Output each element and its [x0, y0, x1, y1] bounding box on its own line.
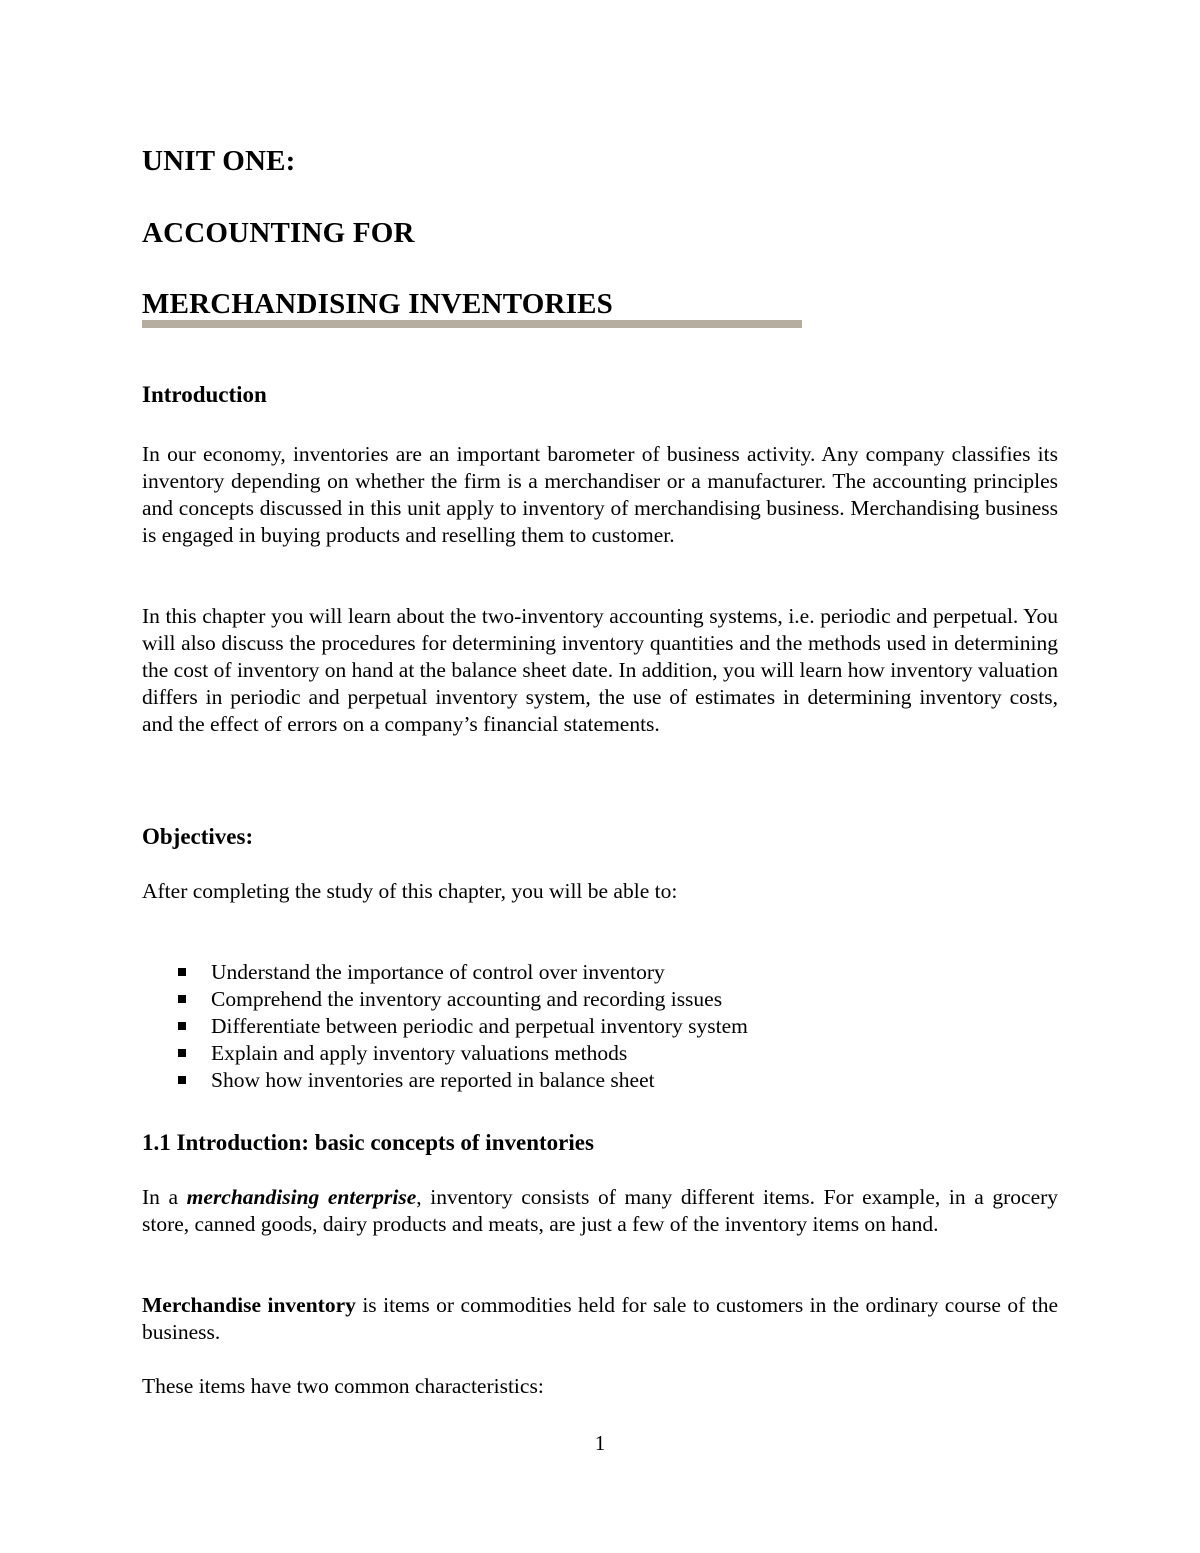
- section-1-1-heading: 1.1 Introduction: basic concepts of inventories: [142, 1130, 594, 1155]
- introduction-paragraph-1: In our economy, inventories are an important barometer of business activity. Any company classifies its inventory depending on whether the firm is a merchandiser or a manufacturer. The accounting principles and concepts discussed in this unit apply to inventory of merchandising business. Merchandising business is engaged in buying products and reselling them to customer.: [142, 442, 1058, 547]
- list-item: Explain and apply inventory valuations methods: [142, 1040, 1058, 1067]
- title-underline-rule: [142, 320, 802, 328]
- section-1-1-paragraph-1: In a merchandising enterprise, inventory consists of many different items. For example, in a grocery store, canned goods, dairy products and meats, are just a few of the inventory items on hand.: [142, 1185, 1059, 1236]
- square-bullet-icon: [178, 968, 186, 976]
- list-item: Show how inventories are reported in balance sheet: [142, 1067, 1058, 1094]
- list-item: Differentiate between periodic and perpetual inventory system: [142, 1013, 1058, 1040]
- section-1-1-paragraph-2: Merchandise inventory is items or commodities held for sale to customers in the ordinary course of the business.: [142, 1293, 1058, 1344]
- objectives-lead: After completing the study of this chapter, you will be able to:: [142, 879, 678, 903]
- introduction-heading: Introduction: [142, 382, 267, 407]
- introduction-paragraph-2: In this chapter you will learn about the two-inventory accounting systems, i.e. periodic and perpetual. You will also discuss the procedures for determining inventory quantities and the methods used in determining the cost of inventory on hand at the balance sheet date. In addition, you will learn how inventory valuation differs in periodic and perpetual inventory system, the use of estimates in determining inventory costs, and the effect of errors on a company’s financial statements.: [142, 604, 1058, 736]
- objectives-heading: Objectives:: [142, 824, 254, 849]
- unit-title-line1: UNIT ONE:: [142, 145, 296, 177]
- square-bullet-icon: [178, 1022, 186, 1030]
- page-number: 1: [594, 1431, 606, 1455]
- list-item: Understand the importance of control over inventory: [142, 959, 1058, 986]
- unit-title-line2: ACCOUNTING FOR: [142, 217, 415, 249]
- objectives-list: [142, 959, 1058, 1094]
- term-merchandising-enterprise: merchandising enterprise: [186, 1185, 417, 1209]
- section-1-1-paragraph-3: These items have two common characteristics:: [142, 1374, 544, 1398]
- list-item: Comprehend the inventory accounting and recording issues: [142, 986, 1058, 1013]
- square-bullet-icon: [178, 1049, 186, 1057]
- term-merchandise-inventory: Merchandise inventory: [142, 1293, 356, 1317]
- unit-title-line3: MERCHANDISING INVENTORIES: [142, 288, 613, 320]
- square-bullet-icon: [178, 995, 186, 1003]
- square-bullet-icon: [178, 1076, 186, 1084]
